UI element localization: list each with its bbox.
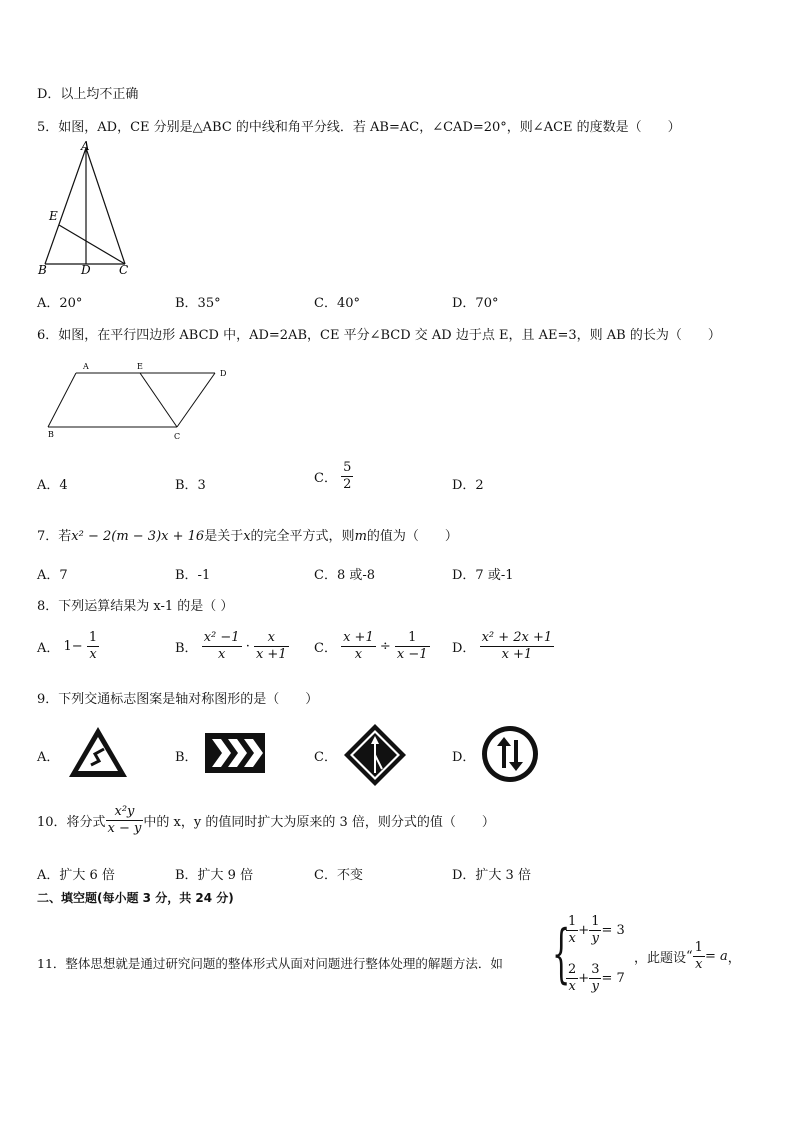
q11-system-brace: { xyxy=(552,917,571,991)
q5-option-c: C．40° xyxy=(314,296,360,311)
q6-label-c: C xyxy=(174,432,181,441)
q9-option-c-label: C． xyxy=(314,750,337,765)
q8-option-a-prefix: A． xyxy=(37,641,60,656)
q7-var-x: x xyxy=(243,529,251,544)
q11-set-den: x xyxy=(695,957,703,972)
q11-eq2-d1: x xyxy=(568,979,576,994)
q9-option-a-label: A． xyxy=(37,750,60,765)
q5-triangle-figure xyxy=(35,140,145,275)
q8-option-c xyxy=(314,630,430,663)
q7-middle: 是关于 xyxy=(204,529,244,544)
q8-option-b-den2: x +1 xyxy=(255,647,287,662)
q8-option-b-fraction-1 xyxy=(202,630,242,663)
q11-eq2-rhs: = 7 xyxy=(601,971,625,986)
q11-eq1-op: + xyxy=(578,923,590,938)
q5-label-b: B xyxy=(38,263,47,275)
q8-option-d-prefix: D． xyxy=(452,641,476,656)
q10-option-c: C．不变 xyxy=(314,868,363,883)
q9-option-d-label: D． xyxy=(452,750,476,765)
q10-option-d: D．扩大 3 倍 xyxy=(452,868,531,883)
q6-option-c-prefix: C． xyxy=(314,471,337,486)
q8-option-c-num2: 1 xyxy=(395,630,430,647)
q8-option-d-den: x +1 xyxy=(501,647,533,662)
q7-option-a: A．7 xyxy=(37,568,68,583)
q6-label-b: B xyxy=(48,430,54,439)
q10-prefix: 10．将分式 xyxy=(37,815,106,830)
q8-option-a-fraction xyxy=(87,630,99,663)
q9-stem: 9．下列交通标志图案是轴对称图形的是（ ） xyxy=(37,692,319,707)
q6-option-b: B．3 xyxy=(175,478,206,493)
q7-option-c: C．8 或-8 xyxy=(314,568,376,583)
q6-parallelogram-figure xyxy=(43,360,243,445)
chevron-sign-icon xyxy=(204,732,266,774)
q8-option-d-fraction xyxy=(480,630,555,663)
q6-option-c-num: 5 xyxy=(343,460,352,475)
q11-set-num: 1 xyxy=(694,940,703,955)
q5-label-e: E xyxy=(49,209,58,223)
q10-option-a: A．扩大 6 倍 xyxy=(37,868,115,883)
q8-option-b-operator: · xyxy=(245,639,250,654)
q11-eq2-frac2 xyxy=(589,962,601,995)
q8-option-a-den: x xyxy=(89,647,97,662)
q6-option-d: D．2 xyxy=(452,478,484,493)
q7-middle2: 的完全平方式，则 xyxy=(250,529,355,544)
q5-stem: 5．如图，AD，CE 分别是△ABC 的中线和角平分线．若 AB=AC，∠CAD=20°，则∠ACE 的度数是（ ） xyxy=(37,120,681,135)
q11-eq2-op: + xyxy=(578,971,590,986)
q11-equation-2 xyxy=(566,962,625,995)
q8-option-d xyxy=(452,630,554,663)
q8-option-c-fraction-1 xyxy=(341,630,376,663)
q8-option-c-den2: x −1 xyxy=(396,647,428,662)
q8-option-a xyxy=(37,630,99,663)
q11-set-fraction xyxy=(693,940,705,973)
q11-eq2-n1: 2 xyxy=(568,962,577,977)
q8-option-b xyxy=(175,630,289,663)
q11-equation-1 xyxy=(566,914,625,947)
q8-option-b-prefix: B． xyxy=(175,641,198,656)
q10-option-b: B．扩大 9 倍 xyxy=(175,868,254,883)
q11-eq1-frac1 xyxy=(566,914,578,947)
q11-set-rhs: = a xyxy=(704,949,728,964)
warning-triangle-sign-icon xyxy=(66,724,130,780)
q10-suffix: 中的 x，y 的值同时扩大为原来的 3 倍，则分式的值（ ） xyxy=(143,815,495,830)
q11-eq2-n2: 3 xyxy=(591,962,600,977)
q8-option-a-lead: 1− xyxy=(63,639,83,654)
q5-label-a: A xyxy=(81,140,90,153)
q6-label-e: E xyxy=(137,362,143,371)
q6-label-d: D xyxy=(220,369,227,378)
q7-option-b: B．-1 xyxy=(175,568,211,583)
q10-fraction xyxy=(106,804,144,837)
q8-option-b-num1: x² −1 xyxy=(203,630,240,645)
q8-option-c-fraction-2 xyxy=(395,630,430,663)
q9-option-b-label: B． xyxy=(175,750,198,765)
q5-label-d: D xyxy=(81,263,91,275)
q10-den: x − y xyxy=(107,821,142,836)
q11-text: 11．整体思想就是通过研究问题的整体形式从面对问题进行整体处理的解题方法．如 xyxy=(37,956,503,971)
q11-after-text: ，此题设 xyxy=(634,951,687,966)
q11-eq1-d2: y xyxy=(591,931,599,946)
q7-var-m: m xyxy=(354,529,367,544)
q7-option-d: D．7 或-1 xyxy=(452,568,514,583)
q10-stem xyxy=(37,804,495,837)
q11-tail: ， xyxy=(727,951,741,966)
q5-option-b: B．35° xyxy=(175,296,221,311)
q11-eq1-n1: 1 xyxy=(568,914,577,929)
q6-label-a: A xyxy=(83,362,89,371)
q8-stem: 8．下列运算结果为 x-1 的是（ ） xyxy=(37,599,234,614)
q11-eq2-d2: y xyxy=(591,979,599,994)
q6-option-c-fraction xyxy=(341,460,353,493)
q11-after xyxy=(634,940,741,973)
q11-eq1-frac2 xyxy=(589,914,601,947)
q8-option-c-prefix: C． xyxy=(314,641,337,656)
q7-expression: x² − 2(m − 3)x + 16 xyxy=(71,529,205,544)
q6-option-c-den: 2 xyxy=(343,477,352,492)
q8-option-b-fraction-2 xyxy=(254,630,289,663)
q4-option-d: D．以上均不正确 xyxy=(37,87,139,102)
q5-option-d: D．70° xyxy=(452,296,499,311)
q11-eq2-frac1 xyxy=(566,962,578,995)
q8-option-d-num: x² + 2x +1 xyxy=(481,630,553,645)
q6-option-c xyxy=(314,460,353,493)
q7-prefix: 7．若 xyxy=(37,529,72,544)
q8-option-c-den1: x xyxy=(354,647,363,662)
q11-eq1-n2: 1 xyxy=(591,914,600,929)
q11-quote: “ xyxy=(686,949,693,964)
q8-option-b-num2: x xyxy=(254,630,289,647)
q8-option-c-operator: ÷ xyxy=(379,639,391,654)
q10-num: x²y xyxy=(106,804,144,821)
q11-eq1-d1: x xyxy=(568,931,576,946)
q8-option-b-den1: x xyxy=(217,647,226,662)
q11-eq1-rhs: = 3 xyxy=(601,923,625,938)
q6-stem: 6．如图，在平行四边形 ABCD 中，AD=2AB，CE 平分∠BCD 交 AD 边于点 E，且 AE=3，则 AB 的长为（ ） xyxy=(37,328,721,343)
q5-option-a: A．20° xyxy=(37,296,83,311)
two-way-traffic-sign-icon xyxy=(480,724,540,784)
merge-diamond-sign-icon xyxy=(343,723,407,787)
q8-option-a-num: 1 xyxy=(88,630,98,645)
q7-stem xyxy=(37,525,458,544)
q6-option-a: A．4 xyxy=(37,478,68,493)
q8-option-c-num1: x +1 xyxy=(343,630,374,645)
q7-suffix: 的值为（ ） xyxy=(366,529,458,544)
section-two-title: 二、填空题(每小题 3 分，共 24 分) xyxy=(37,891,234,905)
q5-label-c: C xyxy=(119,263,129,275)
